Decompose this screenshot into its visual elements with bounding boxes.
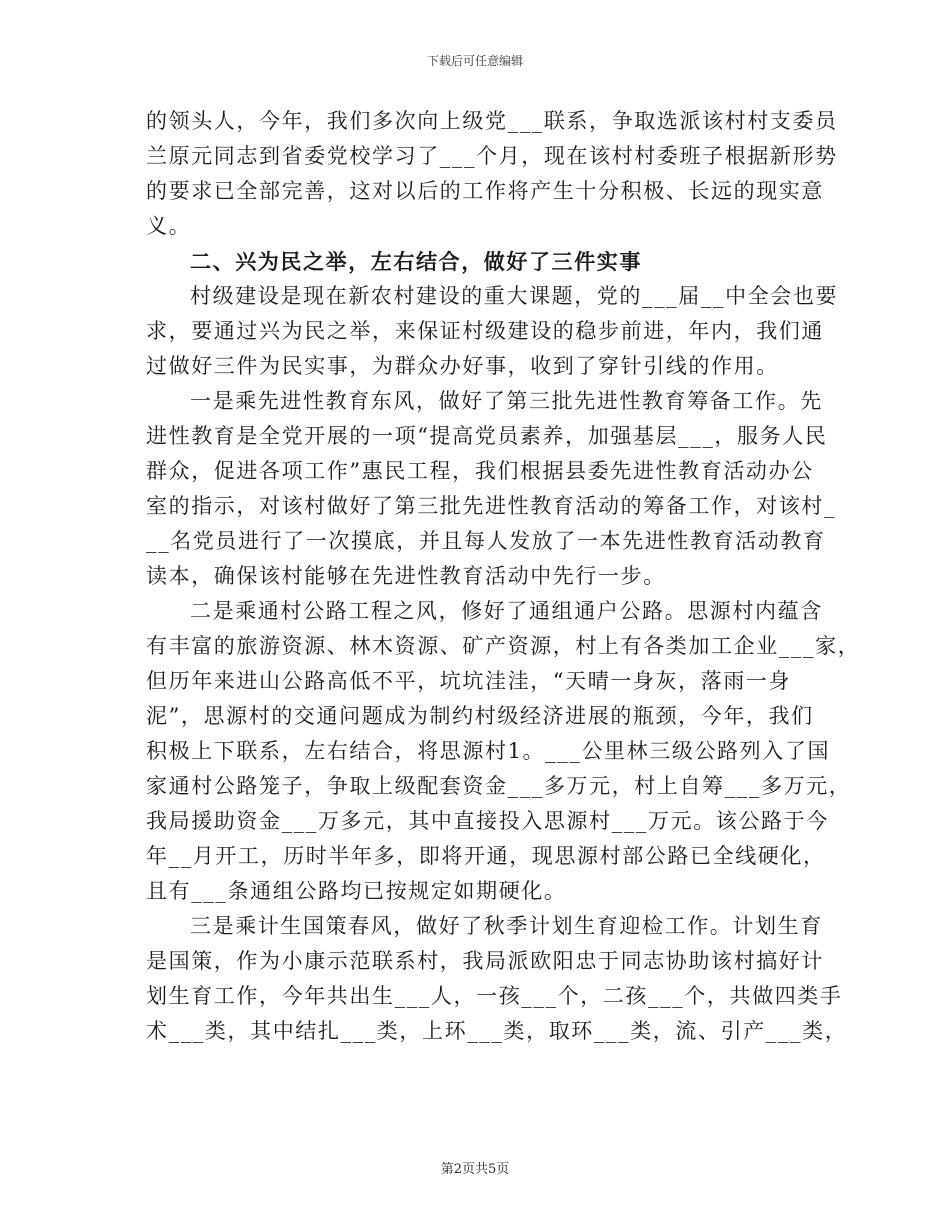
paragraph-line: __名党员进行了一次摸底，并且每人发放了一本先进性教育活动教育 bbox=[146, 529, 826, 553]
paragraph-line: 村级建设是现在新农村建设的重大课题，党的___届__中全会也要 bbox=[190, 284, 839, 308]
paragraph-line: 过做好三件为民实事，为群众办好事，收到了穿针引线的作用。 bbox=[146, 354, 779, 378]
paragraph-line: 我局援助资金___万多元，其中直接投入思源村___万元。该公路于今 bbox=[146, 809, 829, 833]
paragraph-line: 且有___条通组公路均已按规定如期硬化。 bbox=[146, 879, 567, 903]
paragraph-line: 家通村公路笼子，争取上级配套资金___多万元，村上自筹___多万元， bbox=[146, 774, 852, 798]
paragraph-line: 三是乘计生国策春风，做好了秋季计划生育迎检工作。计划生育 bbox=[190, 914, 823, 938]
document-body bbox=[146, 104, 861, 1049]
paragraph-line: 兰原元同志到省委党校学习了___个月，现在该村村委班子根据新形势 bbox=[146, 144, 838, 168]
section-heading: 二、兴为民之举，左右结合，做好了三件实事 bbox=[190, 249, 642, 274]
paragraph-line: 是国策，作为小康示范联系村，我局派欧阳忠于同志协助该村搞好计 bbox=[146, 949, 824, 973]
paragraph-line: 的领头人，今年，我们多次向上级党___联系，争取选派该村村支委员 bbox=[146, 109, 838, 133]
paragraph-line: 求，要通过兴为民之举，来保证村级建设的稳步前进，年内，我们通 bbox=[146, 319, 824, 343]
paragraph-line: 二是乘通村公路工程之风，修好了通组通户公路。思源村内蕴含 bbox=[190, 599, 823, 623]
paragraph-line: 年__月开工，历时半年多，即将开通，现思源村部公路已全线硬化， bbox=[146, 844, 826, 868]
paragraph-line: 有丰富的旅游资源、林木资源、矿产资源，村上有各类加工企业___家， bbox=[146, 634, 861, 658]
paragraph-line: 一是乘先进性教育东风，做好了第三批先进性教育筹备工作。先 bbox=[190, 389, 823, 413]
paragraph-line: 的要求已全部完善，这对以后的工作将产生十分积极、长远的现实意 bbox=[146, 179, 824, 203]
page-header: 下载后可任意编辑 bbox=[426, 54, 523, 68]
paragraph-line: 但历年来进山公路高低不平，坑坑洼洼，“天晴一身灰，落雨一身 bbox=[146, 669, 792, 693]
paragraph-line: 群众，促进各项工作”惠民工程，我们根据县委先进性教育活动办公 bbox=[146, 459, 814, 483]
paragraph-line: 进性教育是全党开展的一项“提高党员素养，加强基层___，服务人民 bbox=[146, 424, 828, 448]
paragraph-line: 义。 bbox=[146, 214, 192, 238]
paragraph-line: 室的指示，对该村做好了第三批先进性教育活动的筹备工作，对该村_ bbox=[146, 494, 837, 518]
paragraph-line: 划生育工作，今年共出生___人，一孩___个，二孩___个，共做四类手 bbox=[146, 984, 843, 1008]
paragraph-line: 读本，确保该村能够在先进性教育活动中先行一步。 bbox=[146, 564, 666, 588]
paragraph-line: 泥”，思源村的交通问题成为制约村级经济进展的瓶颈，今年，我们 bbox=[146, 704, 814, 728]
paragraph-line: 积极上下联系，左右结合，将思源村1。___公里林三级公路列入了国 bbox=[146, 739, 831, 763]
paragraph-line: 术___类，其中结扎___类，上环___类，取环___类，流、引产___类， bbox=[146, 1019, 848, 1043]
page-footer: 第2页共5页 bbox=[440, 1162, 510, 1177]
